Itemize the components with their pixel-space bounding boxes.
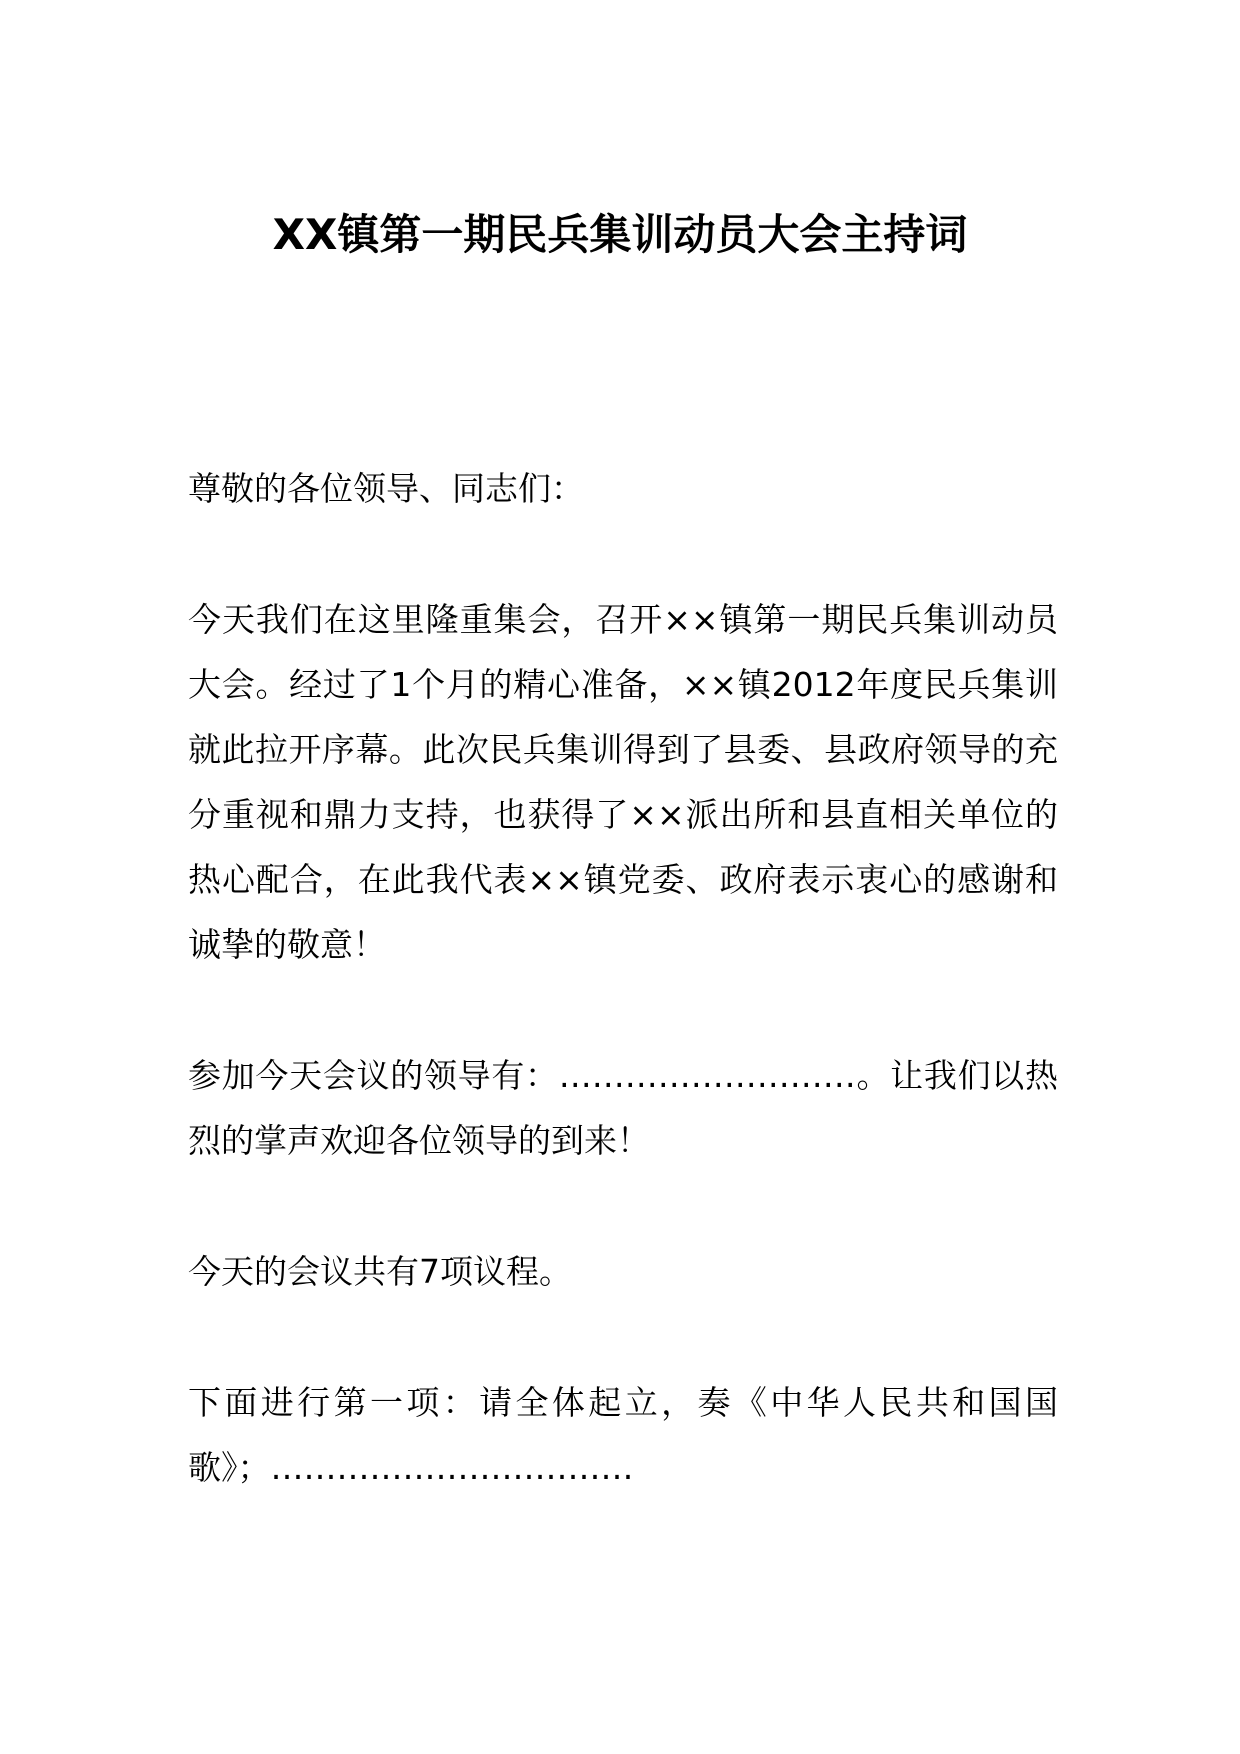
agenda-item-one-paragraph: 下面进行第一项：请全体起立，奏《中华人民共和国国歌》；…………………………… (188, 1383, 1058, 1487)
document-body (188, 456, 1058, 1566)
salutation-paragraph: 尊敬的各位领导、同志们： (188, 469, 584, 508)
agenda-count-paragraph: 今天的会议共有7项议程。 (188, 1252, 572, 1291)
leaders-paragraph: 参加今天会议的领导有：………………………。让我们以热烈的掌声欢迎各位领导的到来！ (188, 1056, 1058, 1160)
opening-paragraph: 今天我们在这里隆重集会，召开××镇第一期民兵集训动员大会。经过了1个月的精心准备，××镇2012年度民兵集训就此拉开序幕。此次民兵集训得到了县委、县政府领导的充分重视和鼎力支持，也获得了××派出所和县直相关单位的热心配合，在此我代表××镇党委、政府表示衷心的感谢和诚挚的敬意！ (188, 600, 1058, 964)
document-title: XX镇第一期民兵集训动员大会主持词 (272, 210, 968, 259)
